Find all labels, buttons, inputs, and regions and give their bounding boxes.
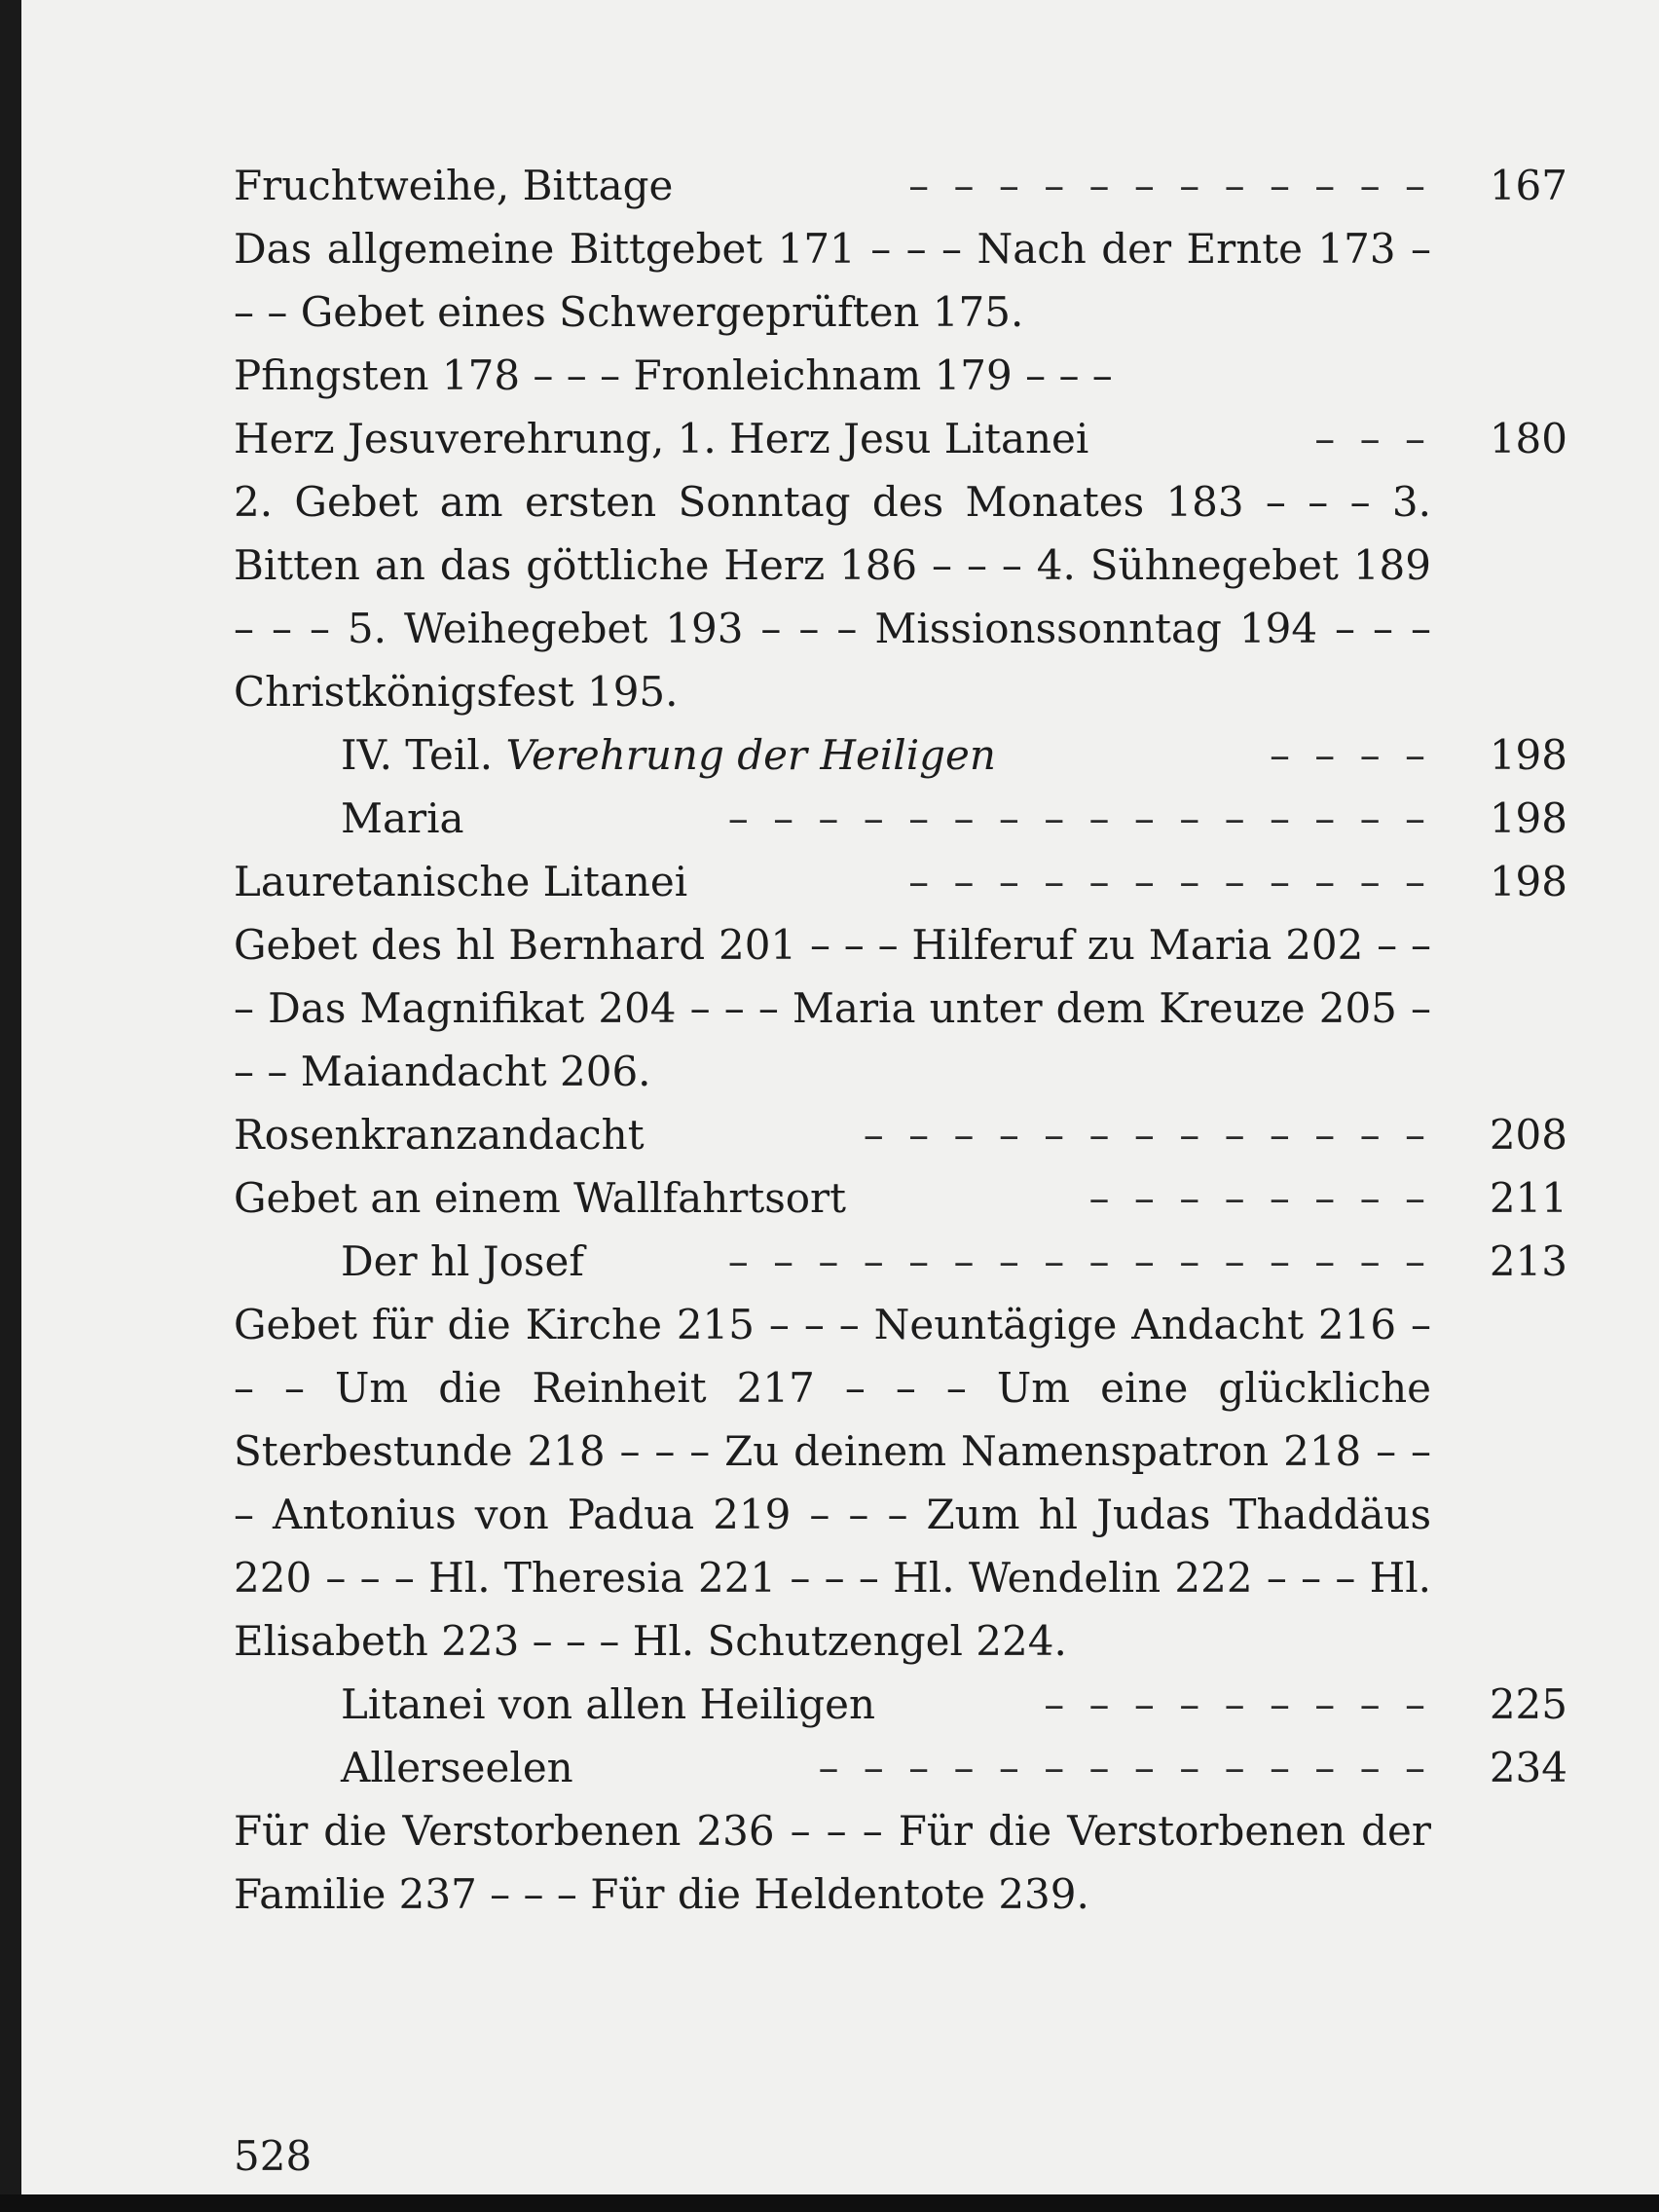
leader-dashes: – – – – – – – – – – – – – [863, 1111, 1431, 1159]
page-ref: 198 [1489, 794, 1567, 842]
entry-title: Rosenkranzandacht [234, 1111, 645, 1159]
toc-entry [234, 1166, 1567, 1230]
entry-title: Gebet an einem Wallfahrtsort [234, 1174, 846, 1222]
toc-entry [234, 1673, 1567, 1736]
page-ref: 213 [1489, 1237, 1567, 1285]
toc-entry [234, 1230, 1567, 1293]
toc-paragraph: 2. Gebet am ersten Sonntag des Monates 183 – – – 3. Bitten an das göttliche Herz 186 – – – 4. Sühnegebet 189 – – – 5. Weihegebet 193 – – – Missionssonntag 194 – – – Christkönigsfest 195. [234, 478, 1431, 716]
toc-entry [234, 1736, 1567, 1799]
leader-dashes: – – – [1314, 415, 1431, 462]
page-ref: 167 [1489, 162, 1567, 209]
entry-title: Maria [341, 794, 464, 842]
entry-title: Litanei von allen Heiligen [341, 1680, 876, 1728]
toc-paragraph: Für die Verstorbenen 236 – – – Für die Verstorbenen der Familie 237 – – – Für die Heldentote 239. [234, 1807, 1431, 1918]
toc-paragraph: Das allgemeine Bittgebet 171 – – – Nach der Ernte 173 – – – Gebet eines Schwergeprüften 175. [234, 225, 1431, 336]
section-part-title: Verehrung der Heiligen [505, 731, 996, 779]
page-ref: 211 [1489, 1174, 1567, 1222]
leader-dashes: – – – – – – – – – – – – – – [818, 1744, 1431, 1791]
section-title [341, 723, 996, 787]
section-part-label: IV. Teil. [341, 731, 494, 779]
bottom-edge [0, 2194, 1659, 2212]
entry-title: Allerseelen [341, 1744, 573, 1791]
toc-entry [234, 850, 1567, 913]
toc-entry [234, 1103, 1567, 1166]
toc-paragraph: Pfingsten 178 – – – Fronleichnam 179 – – – [234, 351, 1113, 399]
toc-section-heading [234, 723, 1567, 787]
toc-paragraph: Gebet des hl Bernhard 201 – – – Hilferuf zu Maria 202 – – – Das Magnifikat 204 – – – Maria unter dem Kreuze 205 – – – Maiandacht 206. [234, 921, 1431, 1095]
entry-title: Herz Jesuverehrung, 1. Herz Jesu Litanei [234, 415, 1089, 462]
page-ref: 198 [1489, 858, 1567, 905]
leader-dashes: – – – – – – – – – – – – [908, 858, 1431, 905]
page-ref: 198 [1489, 731, 1567, 779]
leader-dashes: – – – – – – – – – [1044, 1680, 1431, 1728]
leader-dashes: – – – – – – – – – – – – [908, 162, 1431, 209]
toc-entry [234, 787, 1567, 850]
leader-dashes: – – – – – – – – – – – – – – – – [727, 794, 1431, 842]
book-page [21, 0, 1659, 2212]
page-number: 528 [234, 2132, 313, 2180]
entry-title: Der hl Josef [341, 1237, 584, 1285]
table-of-contents [234, 154, 1567, 1926]
page-ref: 234 [1489, 1744, 1567, 1791]
entry-title: Lauretanische Litanei [234, 858, 688, 905]
toc-paragraph: Gebet für die Kirche 215 – – – Neuntägige Andacht 216 – – – Um die Reinheit 217 – – – Um eine glückliche Sterbestunde 218 – – – Zu deinem Namenspatron 218 – – – Antonius von Padua 219 – – – Zum hl Judas Thaddäus 220 – – – Hl. Theresia 221 – – – Hl. Wendelin 222 – – – Hl. Elisabeth 223 – – – Hl. Schutzengel 224. [234, 1301, 1431, 1665]
page-ref: 225 [1489, 1680, 1567, 1728]
entry-title: Fruchtweihe, Bittage [234, 162, 674, 209]
leader-dashes: – – – – – – – – – – – – – – – – [727, 1237, 1431, 1285]
leader-dashes: – – – – [1269, 731, 1431, 779]
leader-dashes: – – – – – – – – [1088, 1174, 1431, 1222]
toc-entry [234, 407, 1567, 470]
toc-entry [234, 154, 1567, 217]
page-ref: 180 [1489, 415, 1567, 462]
page-ref: 208 [1489, 1111, 1567, 1159]
